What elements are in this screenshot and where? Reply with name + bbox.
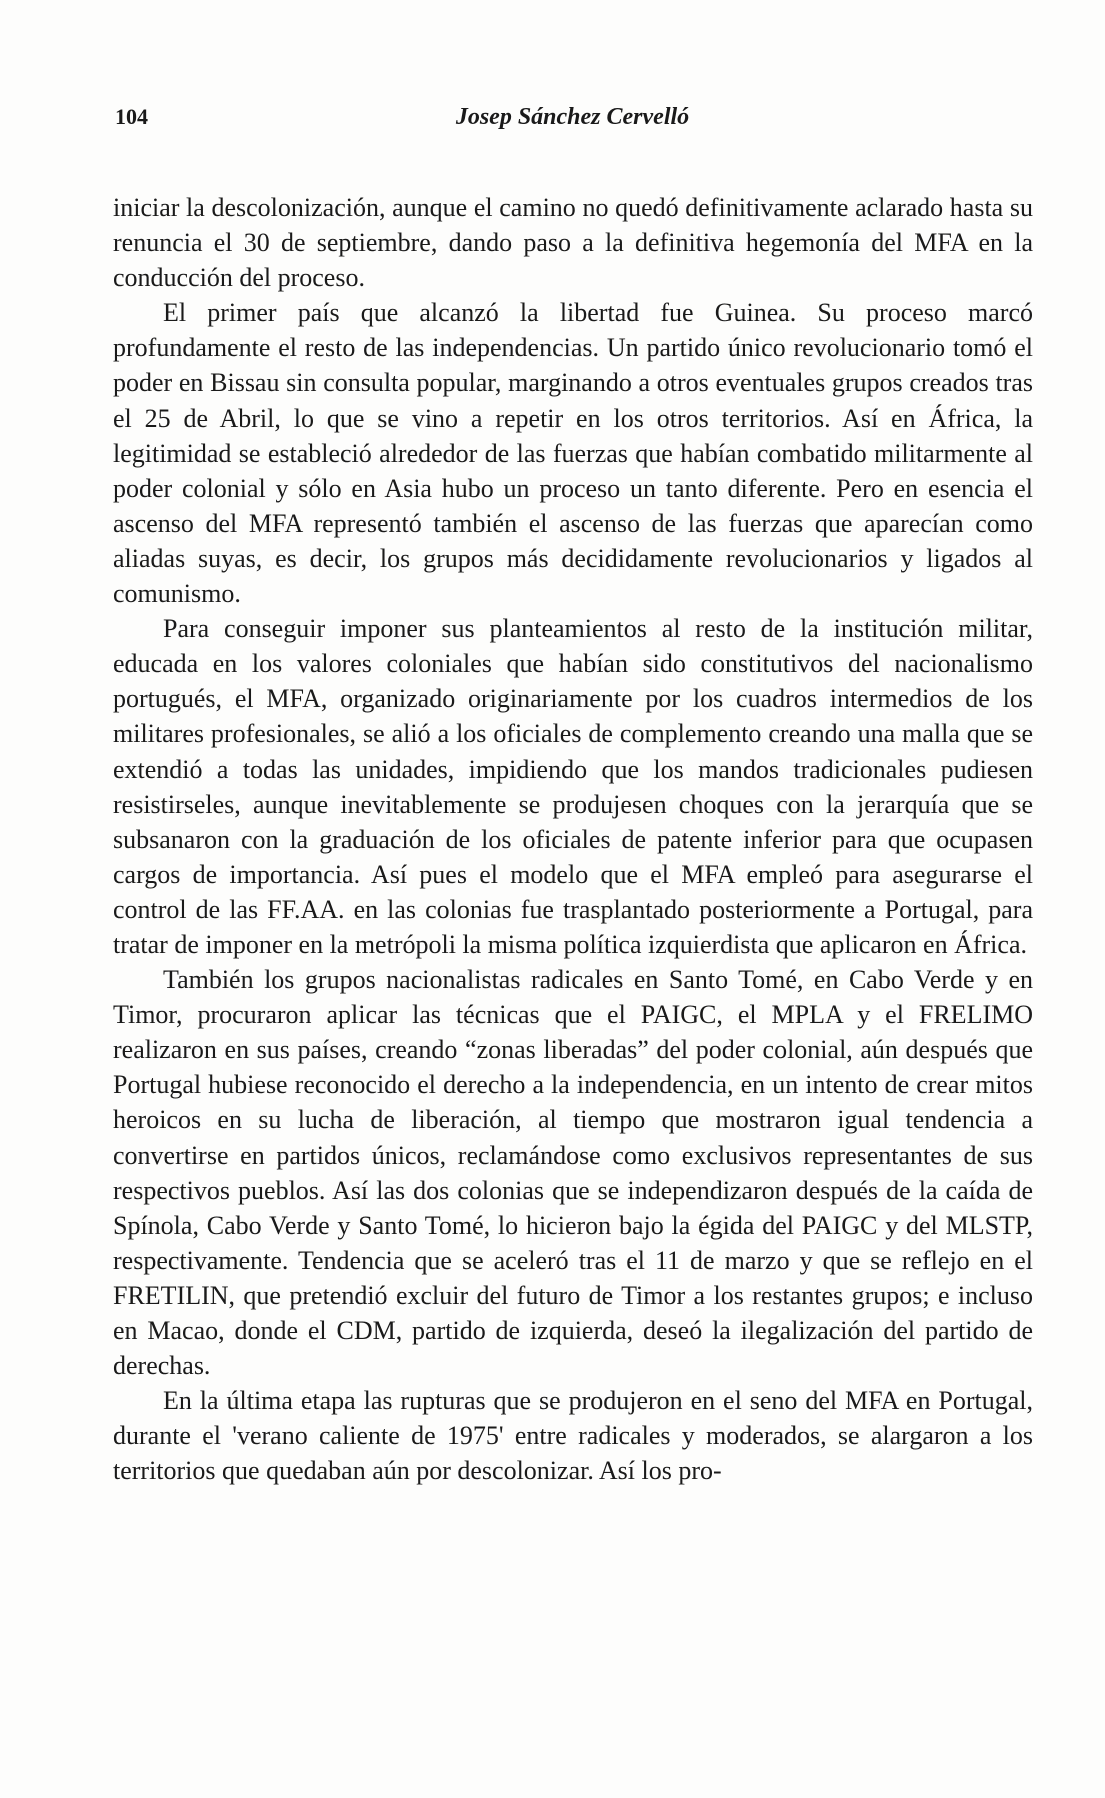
paragraph: iniciar la descolonización, aunque el camino no quedó definitivamente aclarado hasta su renuncia el 30 de septiembre, dando paso a la definitiva hegemonía del MFA en la conducción del proceso. bbox=[113, 193, 1033, 293]
page-number: 104 bbox=[115, 104, 148, 129]
paragraph: El primer país que alcanzó la libertad fue Guinea. Su proceso marcó profundamente el resto de las independencias. Un partido único revolucionario tomó el poder en Bissau sin consulta popular, marginando a otros eventuales grupos creados tras el 25 de Abril, lo que se vino a repetir en los otros territorios. Así en África, la legitimidad se estableció alrededor de las fuerzas que habían combatido militarmente al poder colonial y sólo en Asia hubo un proceso un tanto diferente. Pero en esencia el ascenso del MFA representó también el ascenso de las fuerzas que aparecían como aliadas suyas, es decir, los grupos más decididamente revolucionarios y ligados al comunismo. bbox=[113, 298, 1033, 609]
running-title: Josep Sánchez Cervelló bbox=[455, 104, 690, 130]
paragraph: En la última etapa las rupturas que se produjeron en el seno del MFA en Portugal, durante el 'verano caliente de 1975' entre radicales y moderados, se alargaron a los territorios que quedaban aún por descolonizar. Así los pro- bbox=[113, 1386, 1033, 1486]
paragraph: También los grupos nacionalistas radicales en Santo Tomé, en Cabo Verde y en Timor, procuraron aplicar las técnicas que el PAIGC, el MPLA y el FRELIMO realizaron en sus países, creando “zonas liberadas” del poder colonial, aún después que Portugal hubiese reconocido el derecho a la independencia, en un intento de crear mitos heroicos en su lucha de liberación, al tiempo que mostraron igual tendencia a convertirse en partidos únicos, reclamándose como exclusivos representantes de sus respectivos pueblos. Así las dos colonias que se independizaron después de la caída de Spínola, Cabo Verde y Santo Tomé, lo hicieron bajo la égida del PAIGC y del MLSTP, respectivamente. Tendencia que se aceleró tras el 11 de marzo y que se reflejo en el FRETILIN, que pretendió excluir del futuro de Timor a los restantes grupos; e incluso en Macao, donde el CDM, partido de izquierda, deseó la ilegalización del partido de derechas. bbox=[113, 965, 1033, 1381]
running-head bbox=[115, 100, 1030, 134]
body-text bbox=[113, 190, 1033, 1488]
paragraph: Para conseguir imponer sus planteamientos al resto de la institución militar, educada en los valores coloniales que habían sido constitutivos del nacionalismo portugués, el MFA, organizado originariamente por los cuadros intermedios de los militares profesionales, se alió a los oficiales de complemento creando una malla que se extendió a todas las unidades, impidiendo que los mandos tradicionales pudiesen resistirseles, aunque inevitablemente se produjesen choques con la jerarquía que se subsanaron con la graduación de los oficiales de patente inferior para que ocupasen cargos de importancia. Así pues el modelo que el MFA empleó para asegurarse el control de las FF.AA. en las colonias fue trasplantado posteriormente a Portugal, para tratar de imponer en la metrópoli la misma política izquierdista que aplicaron en África. bbox=[113, 614, 1033, 959]
